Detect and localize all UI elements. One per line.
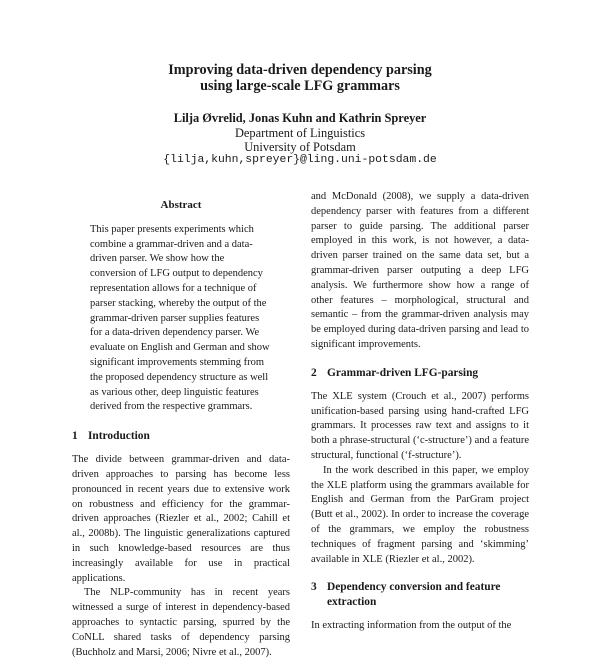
section-1-heading [72,429,290,444]
section-3-heading [311,580,529,610]
left-column [72,198,290,660]
paper-title-line-2: using large-scale LFG grammars [200,78,400,94]
section-3-title [327,580,501,610]
abstract-heading: Abstract [160,199,202,211]
right-column [311,190,529,634]
paper-title-line-1: Improving data-driven dependency parsing [168,62,432,78]
authors: Lilja Øvrelid, Jonas Kuhn and Kathrin Spreyer [173,111,427,125]
intro-paragraph-2: The NLP-community has in recent years witnessed a surge of interest in dependency-based approaches to syntactic parsing, spurred by the CoNLL shared tasks of dependency parsing (Buchholz and Marsi, 2006; Nivre et al., 2007). [72,587,290,658]
section-3-title-line-1: Dependency conversion and feature [327,581,501,594]
section-1-title: Introduction [88,430,150,443]
section-3-number: 3 [311,581,317,594]
department: Department of Linguistics [234,126,366,140]
lfg-paragraph-2: In the work described in this paper, we employ the XLE platform using the grammars available for English and German from the ParGram project (Butt et al., 2002). In order to increase the coverage of the grammars, we employ the robustness techniques of fragment parsing and ‘skimming’ available in XLE (Riezler et al., 2002). [311,464,529,565]
section-2-number: 2 [311,366,317,379]
email: {lilja,kuhn,spreyer}@ling.uni-potsdam.de [163,154,437,166]
lfg-paragraph-1: The XLE system (Crouch et al., 2007) performs unification-based parsing using hand-crafted LFG grammars. It processes raw text and assigns to it both a phrase-structural (‘c-structure’) and a feature structural, functional (‘f-structure’). [311,390,529,461]
abstract-text: This paper presents experiments which combine a grammar-driven and a data-driven parser. We show how the conversion of LFG output to dependency representation allows for a technique of parser stacking, whereby the output of the grammar-driven parser supplies features for a data-driven dependency parser. We evaluate on English and German and show significant improvements stemming from the proposed dependency structure as well as various other, deep linguistic features derived from the respective grammars. [90,223,270,413]
abstract-body [90,223,272,415]
section-2-heading [311,366,529,381]
section-1-number: 1 [72,430,78,443]
dep-paragraph-1: In extracting information from the output of the [311,620,512,632]
intro-paragraph-1: The divide between grammar-driven and data-driven approaches to parsing has become less pronounced in recent years due to extensive work on robustness and efficiency for the grammar-driven approaches (Riezler et al., 2002; Cahill et al., 2008b). The linguistic generalizations captured in such knowledge-based resources are thus increasingly available for use in practical applications. [72,454,290,584]
university: University of Potsdam [244,140,356,154]
section-3-title-line-2: extraction [327,596,377,609]
right-continued-paragraph: and McDonald (2008), we supply a data-driven dependency parser with features from a different parser to guide parsing. The additional parser employed in this work, is not however, a data-driven parser trained on the same data set, but a grammar-driven parser outputing a deep LFG analysis. We furthermore show how a range of other features – morphological, structural and semantic – from the grammar-driven analysis may be employed during data-driven parsing and lead to significant improvements. [311,191,529,350]
section-2-title: Grammar-driven LFG-parsing [327,366,479,379]
